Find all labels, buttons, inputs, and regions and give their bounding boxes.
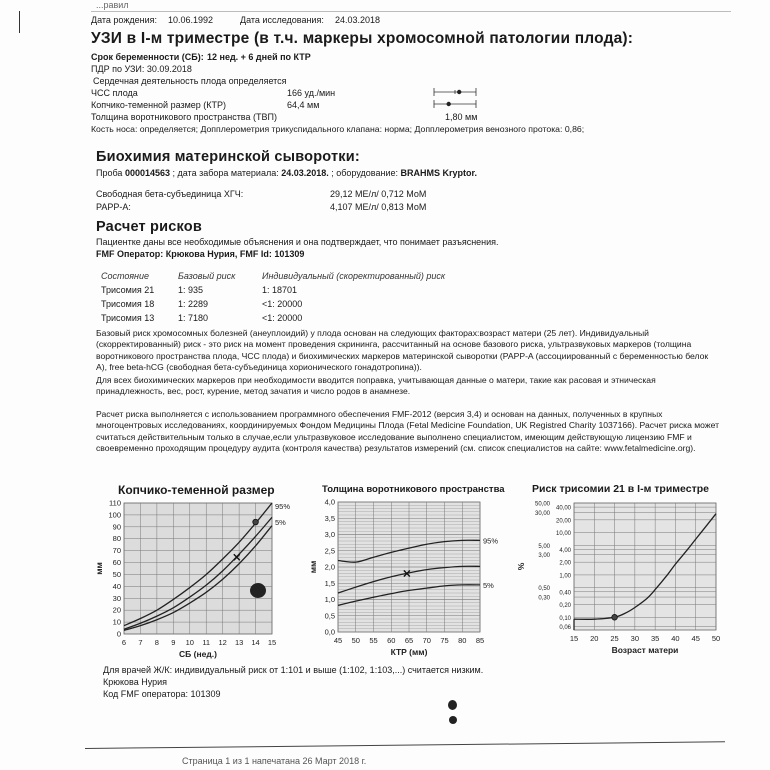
ga-value: 12 нед. + 6 дней по КТР: [207, 52, 311, 62]
y-tick-label: 2,5: [324, 546, 335, 556]
y-tick-label: 0,0: [324, 627, 335, 637]
y-tick-label: 0,5: [324, 611, 335, 621]
heart-activity: Сердечная деятельность плода определяется: [93, 76, 287, 86]
truncated-header: ...равил: [96, 0, 129, 10]
chart-0: [94, 499, 290, 660]
ultrasound-title: УЗИ в I-м триместре (в т.ч. маркеры хромосомной патологии плода):: [91, 30, 634, 47]
y-tick-label: 70: [112, 546, 121, 556]
y-tick-label: 40: [112, 581, 121, 591]
fhr-label: ЧСС плода: [91, 88, 138, 98]
nt-label: Толщина воротникового пространства (ТВП): [91, 112, 277, 122]
ink-stain: [250, 583, 266, 598]
risk-row-condition: Трисомия 13: [101, 313, 155, 323]
x-tick-label: 55: [369, 636, 378, 645]
exam-date-label: Дата исследования:: [240, 15, 324, 25]
ink-stain: [448, 700, 457, 710]
x-tick-label: 7: [138, 638, 143, 647]
y-tick-label: 5,00: [538, 543, 550, 550]
crl-label: Копчико-теменной размер (КТР): [91, 100, 227, 110]
x-tick-label: 12: [218, 638, 227, 647]
ga-label: Срок беременности (СБ):: [91, 52, 204, 62]
risk-title: Расчет рисков: [96, 219, 202, 235]
y-tick-label: 30,00: [534, 510, 550, 517]
y-tick-label: 1,0: [324, 595, 335, 604]
y-tick-label: 20: [112, 605, 121, 615]
edd: ПДР по УЗИ: 30.09.2018: [91, 64, 192, 74]
data-point-marker: [253, 519, 259, 525]
plot-area: [124, 503, 272, 634]
x-tick-label: 40: [671, 634, 680, 643]
y-tick-label: 3,0: [324, 530, 335, 539]
x-tick-label: 75: [440, 636, 449, 645]
plot-area: [574, 503, 716, 630]
crl-value: 64,4 мм: [287, 100, 320, 110]
page-info: Страница 1 из 1 напечатана 26 Март 2018 г.: [182, 756, 367, 766]
risk-row-condition: Трисомия 18: [101, 299, 155, 309]
doctor-note: Для врачей Ж/К: индивидуальный риск от 1:101 и выше (1:102, 1:103,...) считается низким.: [103, 665, 484, 675]
exam-date-value: 24.03.2018: [335, 15, 381, 25]
equipment: BRAHMS Kryptor.: [400, 168, 477, 178]
x-tick-label: 13: [234, 638, 244, 647]
sample-prefix: Проба: [96, 168, 125, 178]
y-tick-label: 0,30: [538, 595, 550, 602]
fhr-value: 166 уд./мин: [287, 88, 336, 98]
y-tick-label: 110: [109, 498, 121, 508]
biochem-title: Биохимия материнской сыворотки:: [96, 149, 360, 165]
legend-label: 5%: [483, 580, 494, 590]
chart-t21-title: Риск трисомии 21 в I-м триместре: [532, 483, 709, 495]
y-tick-label: 60: [112, 558, 121, 568]
data-point-marker: [612, 614, 618, 620]
y-tick-label: 0,10: [559, 615, 571, 622]
extra-findings: Кость носа: определяется; Допплерометрия трикуспидального клапана: норма; Допплерометрия венозного протока: 0,86;: [91, 124, 585, 134]
x-tick-label: 70: [422, 636, 431, 645]
x-axis-label: Возраст матери: [611, 645, 679, 655]
y-tick-label: 1,5: [324, 578, 335, 588]
equip-prefix: ; оборудование:: [328, 168, 401, 178]
date-prefix: ; дата забора материала:: [170, 168, 282, 178]
y-tick-label: 10,00: [555, 531, 571, 538]
x-axis-label: СБ (нед.): [179, 649, 217, 659]
risk-row-individual: <1: 20000: [262, 313, 303, 323]
y-tick-label: 80: [112, 534, 121, 544]
legend-label: 95%: [275, 502, 291, 511]
y-tick-label: 0: [116, 629, 121, 639]
y-tick-label: 3,5: [324, 513, 335, 523]
operator-name: Крюкова Нурия: [103, 677, 168, 687]
chart-crl-title: Копчико-теменной размер: [118, 483, 275, 497]
y-tick-label: 50,00: [534, 501, 550, 508]
col-condition: Состояние: [101, 271, 149, 281]
risk-row-base: 1: 7180: [178, 313, 209, 323]
y-tick-label: 3,00: [538, 553, 550, 560]
x-tick-label: 50: [711, 634, 721, 643]
sample-date: 24.03.2018.: [281, 168, 329, 178]
pappa-label: PAPP-A:: [96, 202, 131, 212]
x-tick-label: 85: [475, 636, 485, 645]
y-tick-label: 2,0: [324, 562, 335, 572]
risk-row-base: 1: 935: [178, 285, 204, 295]
chart-1: [308, 498, 498, 658]
risk-row-individual: <1: 20000: [262, 299, 303, 309]
y-tick-label: 40,00: [555, 505, 571, 512]
y-tick-label: 20,00: [555, 518, 571, 525]
y-axis-label: мм: [308, 560, 318, 574]
x-tick-label: 15: [267, 638, 277, 647]
x-tick-label: 15: [569, 634, 579, 643]
x-tick-label: 6: [121, 638, 127, 647]
legend-label: 95%: [483, 536, 499, 546]
x-tick-label: 11: [202, 638, 211, 647]
ink-stain: [449, 716, 457, 724]
x-tick-label: 50: [351, 636, 360, 645]
x-tick-label: 10: [185, 638, 194, 647]
x-tick-label: 65: [404, 636, 414, 645]
pappa-value: 4,107 МЕ/л/ 0,813 МоМ: [330, 202, 427, 212]
birth-date-value: 10.06.1992: [168, 15, 214, 25]
chart-2: [516, 502, 720, 656]
y-tick-label: 50: [112, 569, 121, 579]
y-axis-label: %: [516, 562, 526, 571]
x-tick-label: 45: [333, 636, 343, 645]
risk-row-base: 1: 2289: [178, 299, 209, 309]
risk-row-individual: 1: 18701: [262, 285, 298, 295]
x-tick-label: 80: [458, 636, 467, 645]
y-tick-label: 4,0: [324, 497, 335, 507]
y-tick-label: 0,20: [559, 603, 571, 610]
y-tick-label: 30: [112, 593, 121, 603]
x-tick-label: 14: [251, 638, 260, 647]
col-base-risk: Базовый риск: [178, 271, 236, 281]
hcg-label: Свободная бета-субъединица ХГЧ:: [96, 189, 244, 199]
correction-paragraph: Для всех биохимических маркеров при необходимости вводится поправка, учитывающая данные о матери, такие как расовая и этническая принадлежность, вес, рост, курение, метод зачатия и число родов в анамнезе.: [96, 375, 656, 397]
x-tick-label: 25: [610, 634, 619, 643]
risk-row-condition: Трисомия 21: [101, 285, 155, 295]
software-paragraph: Расчет риска выполняется с использованием программного обеспечения FMF-2012 (версия 3,4) и основан на данных, полученных в крупных многоцентровых исследованиях, координируемых Фондом Медицины Плода (Fetal Medicine Foundation, UK Registred Charity 1037166). Расчет риска может считаться действительным только в случае,если ультразвуковое исследование выполнено специалистом, имеющим действующую лицензию FMF и своевременно проходящим процедуру аудита (контроля качества) результатов измерений (см. список специалистов на сайте: www.fetalmedicine.org).: [96, 409, 720, 454]
x-tick-label: 30: [630, 634, 640, 643]
x-axis-label: КТР (мм): [390, 647, 428, 657]
hcg-value: 29,12 МЕ/л/ 0,712 МоМ: [330, 189, 427, 199]
operator-code: Код FMF оператора: 101309: [103, 689, 221, 699]
x-tick-label: 45: [691, 634, 700, 643]
y-tick-label: 10: [112, 617, 121, 627]
x-tick-label: 35: [650, 634, 660, 643]
operator-line: FMF Оператор: Крюкова Нурия, FMF Id: 101309: [96, 249, 305, 259]
x-tick-label: 8: [154, 638, 159, 647]
y-tick-label: 0,40: [559, 590, 571, 597]
y-axis-label: мм: [94, 562, 104, 575]
y-tick-label: 100: [108, 510, 121, 520]
x-tick-label: 20: [590, 634, 599, 643]
consent-text: Пациентке даны все необходимые объяснения и она подтверждает, что понимает разъяснения.: [96, 237, 499, 247]
x-tick-label: 9: [171, 638, 176, 647]
base-risk-paragraph: Базовый риск хромосомных болезней (анеуплоидий) у плода основан на следующих факторах:возраст матери (25 лет). Индивидуальный (скорректированный) риск - это риск на момент проведения скрининга, рассчитанный на основе базового риска, ультразвуковых маркеров (толщина воротникового пространства плода, ЧСС плода) и биохимических маркеров материнской сыворотки (PAPP-A (ассоциированный с беременностью белок A), free beta-hCG (свободная бета-субъединица хорионического гонадотропина)).: [96, 328, 709, 373]
y-tick-label: 0,50: [538, 586, 550, 593]
y-tick-label: 4,00: [559, 547, 571, 554]
legend-label: 5%: [275, 518, 286, 527]
y-tick-label: 90: [112, 522, 121, 532]
chart-nt-title: Толщина воротникового пространства: [322, 484, 505, 495]
y-tick-label: 0,06: [559, 625, 571, 632]
col-individual-risk: Индивидуальный (скоректированный) риск: [262, 271, 446, 281]
y-tick-label: 2,00: [559, 560, 571, 567]
y-tick-label: 1,00: [559, 573, 571, 580]
sample-id: 000014563: [124, 168, 170, 178]
nt-value: 1,80 мм: [445, 112, 478, 122]
x-tick-label: 60: [387, 636, 396, 645]
birth-date-label: Дата рождения:: [91, 15, 157, 25]
